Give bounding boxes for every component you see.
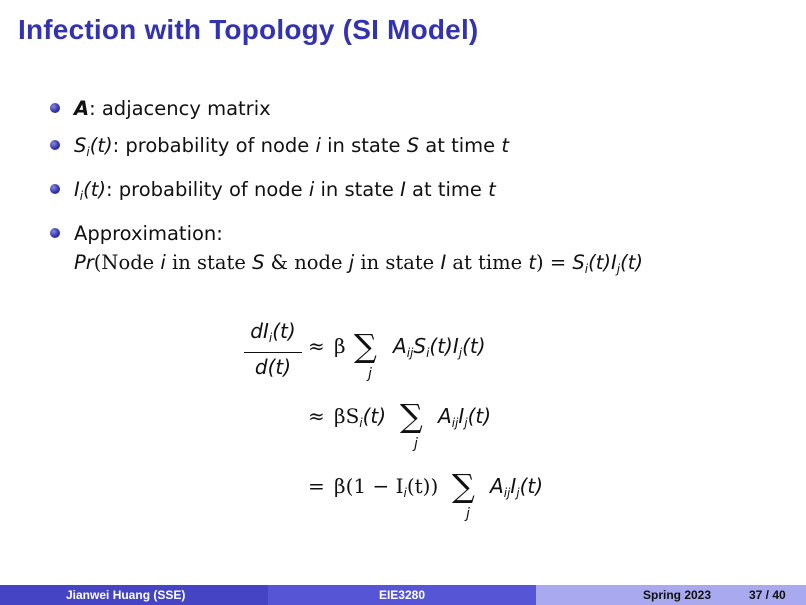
bullet-text: : adjacency matrix [89,97,271,120]
symbol-arg: (t) [83,178,106,201]
var-t: t [501,134,509,157]
sum-term: $A_{ij}S_i(t)I_j(t)$ [393,334,486,360]
formula-text: ) = [536,251,573,274]
rhs-arg: (t) [588,251,611,274]
approx-sign: ≈ [308,334,325,358]
rhs-sub-j: j [616,262,621,276]
fraction-denominator: d(t) [254,355,292,379]
footer-bar [0,585,806,605]
rhs-I: I [610,251,617,274]
footer-term: Spring 2023 [643,588,712,602]
var-i: i [160,251,166,274]
derivative-fraction [244,318,302,381]
fraction-numerator: $dI_i(t)$ [244,318,302,353]
var-t: t [488,178,496,201]
formula-text: & node [264,251,349,274]
var-I: I [400,178,406,201]
page-number: 37 / 40 [749,588,786,602]
rhs-arg: (t) [620,251,643,274]
sum-index: j [414,436,418,452]
symbol-A: A [74,97,90,120]
formula-text: at time [446,251,529,274]
approx-sign: ≈ [308,404,325,428]
line3-prefix: $\beta(1 - I_i(t))$ [334,474,439,500]
line2-prefix: $\beta S_i(t)$ [334,404,387,430]
var-i: i [308,178,315,201]
rhs-sub-i: i [584,262,589,276]
equals-sign: = [308,474,325,498]
var-S: S [252,251,265,274]
footer-author: Jianwei Huang (SSE) [0,585,268,605]
sum-index: j [466,506,470,522]
sum-symbol: ∑ [400,397,423,435]
footer-course: EIE3280 [268,585,536,605]
sum-term: $A_{ij}I_j(t)$ [438,404,492,430]
symbol-sub: i [86,145,90,159]
bullet-text: in state [314,178,401,201]
sum-term: $A_{ij}I_j(t)$ [490,474,544,500]
beta-symbol: β [334,334,346,358]
bullet-text: at time [419,134,502,157]
var-i: i [315,134,321,157]
symbol-S: S [74,134,87,157]
rhs-S: S [572,251,585,274]
pr-label: Pr [74,251,94,274]
slide-title: Infection with Topology (SI Model) [18,14,479,45]
bullet-text: Approximation: [74,222,223,245]
bullet-text: in state [320,134,407,157]
symbol-sub: i [79,189,84,203]
sum-index: j [368,366,372,382]
var-S: S [406,134,420,157]
formula-text: in state [354,251,441,274]
bullet-text: : probability of node [105,178,309,201]
sum-symbol: ∑ [452,467,475,505]
symbol-I: I [74,178,80,201]
bullet-text: at time [405,178,489,201]
var-j: j [348,251,355,274]
bullet-text: : probability of node [112,134,316,157]
symbol-arg: (t) [89,134,113,157]
formula-text: in state [165,251,253,274]
sum-symbol: ∑ [354,327,377,365]
var-I: I [440,251,447,274]
footer-right [536,585,806,605]
formula-text: (Node [93,251,161,274]
var-t: t [528,251,537,274]
